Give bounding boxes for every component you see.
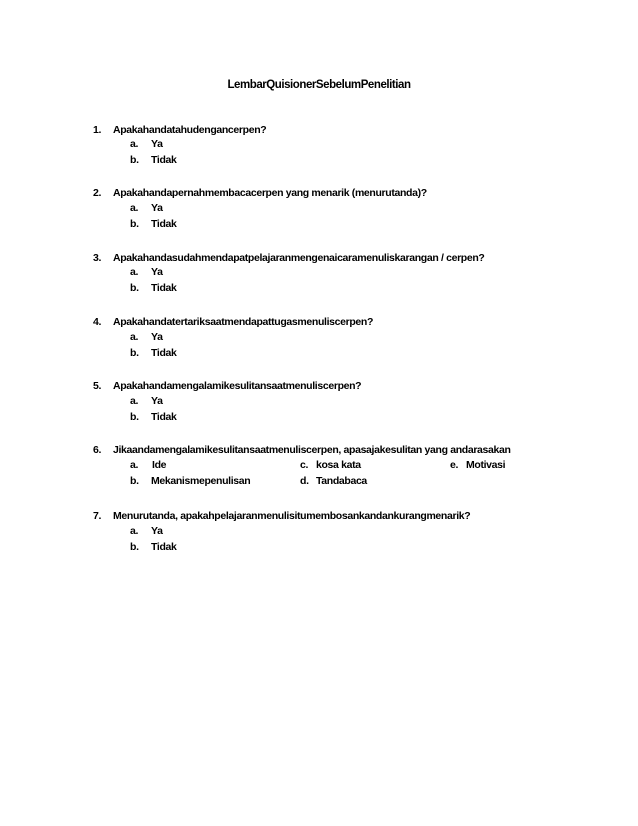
question-text: Jikaandamengalamikesulitansaatmenuliscerpen, apasajakesulitan yang andarasakan [113, 444, 511, 456]
question-number: 6. [93, 444, 102, 456]
option-b: b. Tidak [130, 154, 177, 166]
question-number: 1. [93, 124, 102, 136]
option-d: d. Tandabaca [300, 475, 367, 487]
option-a: a. Ya [130, 331, 163, 343]
option-b: b. Tidak [130, 411, 177, 423]
question-text: Menurutanda, apakahpelajaranmenulisitumembosankandankurangmenarik? [113, 510, 471, 522]
page-title: LembarQuisionerSebelumPenelitian [227, 79, 411, 91]
option-b: b. Tidak [130, 218, 177, 230]
option-a: a. Ya [130, 395, 163, 407]
question-number: 5. [93, 380, 102, 392]
question-number: 7. [93, 510, 102, 522]
question-text: Apakahandapernahmembacacerpen yang menarik (menurutanda)? [113, 187, 427, 199]
option-c: c. kosa kata [300, 459, 361, 471]
question-text: Apakahandasudahmendapatpelajaranmengenaicaramenuliskarangan / cerpen? [113, 252, 485, 264]
option-a: a. Ya [130, 525, 163, 537]
question-number: 2. [93, 187, 102, 199]
option-a: a. Ide [130, 459, 167, 471]
question-number: 4. [93, 316, 102, 328]
option-b: b. Mekanismepenulisan [130, 475, 251, 487]
option-b: b. Tidak [130, 541, 177, 553]
question-text: Apakahandatahudengancerpen? [113, 124, 267, 136]
option-b: b. Tidak [130, 347, 177, 359]
option-a: a. Ya [130, 202, 163, 214]
option-e: e. Motivasi [450, 459, 506, 471]
option-a: a. Ya [130, 138, 163, 150]
question-text: Apakahandamengalamikesulitansaatmenuliscerpen? [113, 380, 362, 392]
option-b: b. Tidak [130, 282, 177, 294]
question-number: 3. [93, 252, 102, 264]
question-text: Apakahandatertariksaatmendapattugasmenuliscerpen? [113, 316, 374, 328]
option-a: a. Ya [130, 266, 163, 278]
